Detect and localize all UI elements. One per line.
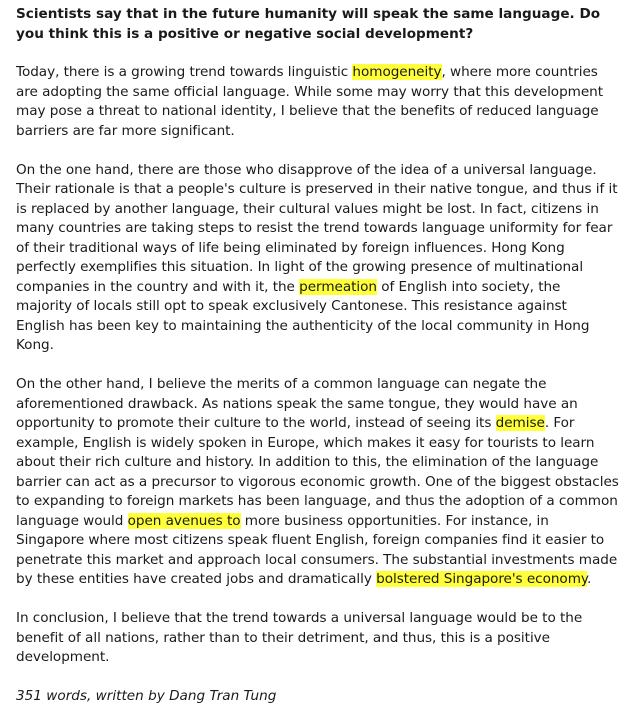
- text-run: Today, there is a growing trend towards linguistic: [16, 64, 353, 80]
- text-run: . For example, English is widely spoken in Europe, which makes it easy for tourists to learn about their rich culture and history. In addition to this, the elimination of the language barrier can act as a precursor to vigorous economic growth. One of the biggest obstacles to expanding to foreign markets has been language, and thus the adoption of a common language would: [16, 415, 619, 529]
- highlighted-phrase: open avenues to: [127, 512, 241, 529]
- text-run: of English into society, the majority of locals still opt to speak exclusively Cantonese. This resistance against English has been key to maintaining the authenticity of the local community in Hong Kong.: [16, 278, 590, 353]
- text-run: , where more countries are adopting the same official language. While some may worry that this development may pose a threat to national identity, I believe that the benefits of reduced language barriers are far more significant.: [16, 64, 603, 139]
- essay-question: Scientists say that in the future humanity will speak the same language. Do you think this is a positive or negative social development?: [16, 6, 601, 42]
- intro-paragraph: [16, 63, 619, 141]
- body-paragraph-1: [16, 161, 619, 356]
- essay-document: [16, 5, 619, 707]
- highlighted-phrase: demise: [495, 415, 545, 431]
- word-count-footer: 351 words, written by Dang Tran Tung: [16, 688, 277, 704]
- text-run: In conclusion, I believe that the trend towards a universal language would be to the benefit of all nations, rather than to their detriment, and thus, this is a positive development.: [16, 610, 583, 665]
- highlighted-phrase: homogeneity: [352, 64, 442, 80]
- text-run: .: [586, 571, 592, 587]
- text-run: more business opportunities. For instance, in Singapore where most citizens speak fluent English, foreign companies find it easier to penetrate this market and approach local consumers. The substantial investments made by these entities have created jobs and dramatically: [16, 512, 618, 587]
- conclusion-paragraph: [16, 609, 619, 668]
- text-run: On the other hand, I believe the merits of a common language can negate the aforementioned drawback. As nations speak the same tongue, they would have an opportunity to promote their culture to the world, instead of seeing its: [16, 376, 578, 431]
- text-run: On the one hand, there are those who disapprove of the idea of a universal language. Their rationale is that a people's culture is preserved in their native tongue, and thus if it is replaced by another language, their cultural values might be lost. In fact, citizens in many countries are taking steps to resist the trend towards language uniformity for fear of their traditional ways of life being eliminated by foreign influences. Hong Kong perfectly exemplifies this situation. In light of the growing presence of multinational companies in the country and with it, the: [16, 161, 618, 295]
- highlighted-phrase: permeation: [299, 278, 377, 295]
- body-paragraph-2: [16, 375, 619, 590]
- essay-body: [16, 63, 619, 668]
- highlighted-phrase: bolstered Singapore's economy: [376, 571, 587, 587]
